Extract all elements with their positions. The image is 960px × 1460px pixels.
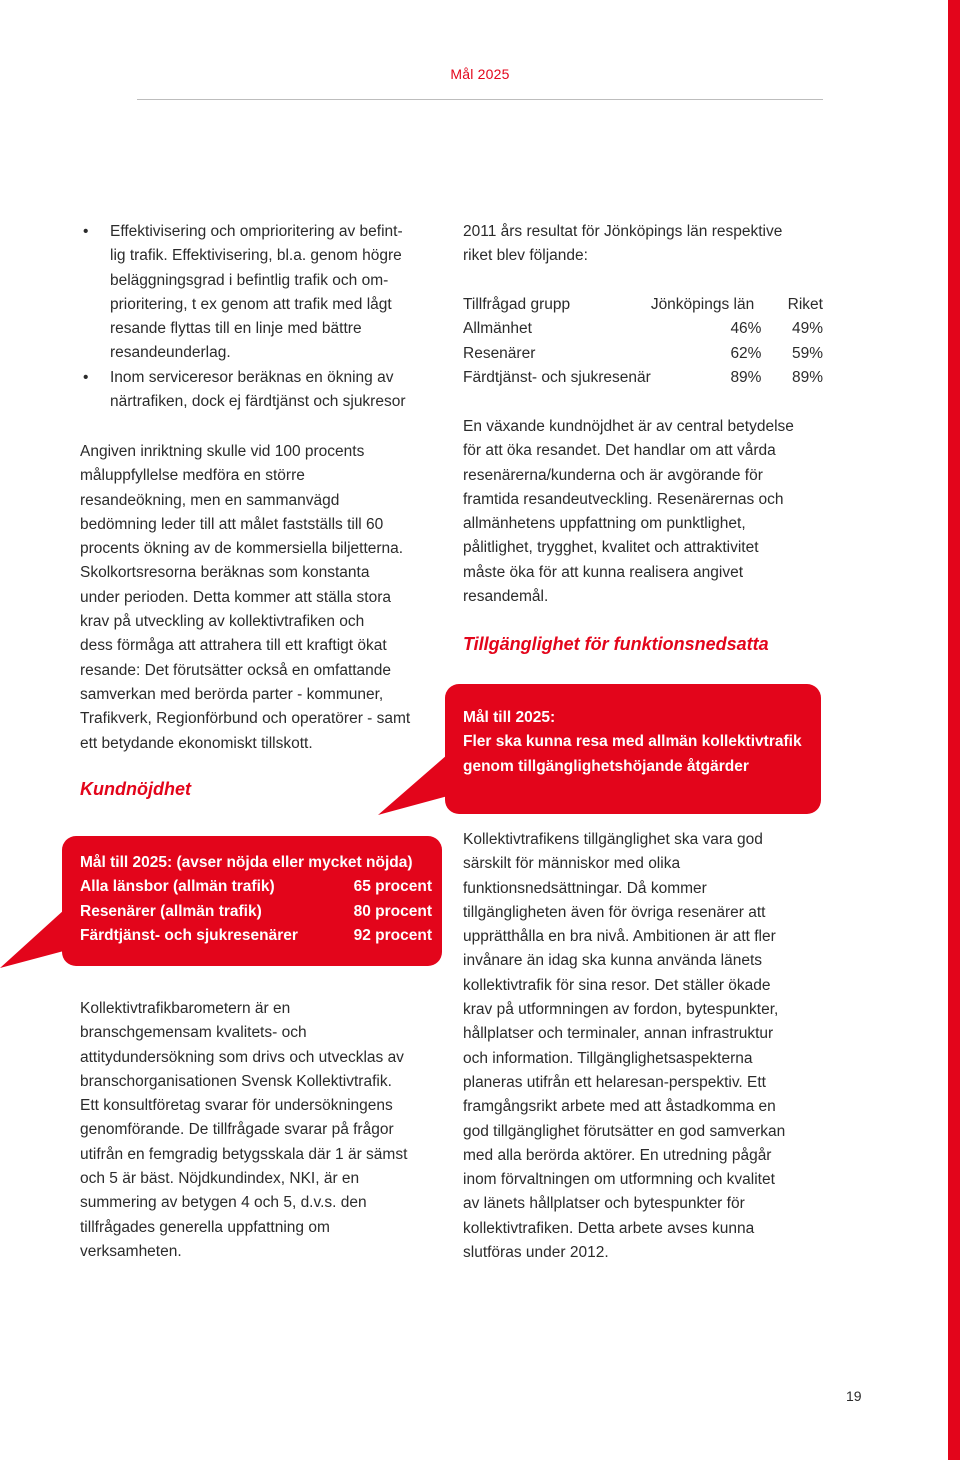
goal-row-label: Alla länsbor (allmän trafik) bbox=[80, 878, 275, 896]
table-cell: Resenärer bbox=[463, 344, 536, 362]
text-line: slutföras under 2012. bbox=[463, 1244, 609, 1262]
goal-row-value: 65 procent bbox=[353, 878, 432, 896]
text-line: genomförande. De tillfrågade svarar på frågor bbox=[80, 1121, 394, 1139]
page-number: 19 bbox=[846, 1388, 862, 1404]
results-intro bbox=[463, 220, 823, 269]
text-line: Skolkortsresorna beräknas som konstanta bbox=[80, 564, 370, 582]
barometer-paragraph bbox=[80, 997, 445, 1264]
table-row bbox=[463, 342, 823, 366]
table-cell: 89% bbox=[791, 368, 823, 386]
table-row bbox=[463, 317, 823, 341]
table-row bbox=[463, 366, 823, 390]
goal-row bbox=[80, 924, 432, 948]
text-line: Trafikverk, Regionförbund och operatörer - samt bbox=[80, 710, 411, 728]
goal-row bbox=[80, 875, 432, 899]
text-line: framgångsrikt arbete med att åstadkomma en bbox=[463, 1098, 776, 1116]
text-line: prioritering, t ex genom att trafik med lågt bbox=[110, 295, 392, 313]
goal-row-label: Färdtjänst- och sjukresenärer bbox=[80, 926, 298, 944]
text-line: Inom serviceresor beräknas en ökning av bbox=[110, 368, 394, 386]
text-line: planeras utifrån ett helaresan-perspektiv. Ett bbox=[463, 1073, 766, 1091]
table-cell: 59% bbox=[791, 344, 823, 362]
running-header: Mål 2025 bbox=[450, 66, 510, 82]
table-cell: 49% bbox=[791, 320, 823, 338]
text-line: Effektivisering och omprioritering av befint- bbox=[110, 223, 403, 240]
text-line: verksamheten. bbox=[80, 1242, 182, 1260]
goal-row-value: 92 procent bbox=[353, 926, 432, 944]
text-line: bedömning leder till att målet fastställs till 60 bbox=[80, 515, 384, 533]
text-line: 2011 års resultat för Jönköpings län respektive bbox=[463, 223, 783, 240]
text-line: med alla berörda aktörer. En utredning pågår bbox=[463, 1146, 772, 1164]
text-line: allmänhetens uppfattning om punktlighet, bbox=[463, 515, 746, 533]
text-line: god tillgänglighet förutsätter en god samverkan bbox=[463, 1122, 786, 1140]
text-line: framtida resandeutveckling. Resenärernas och bbox=[463, 490, 784, 508]
table-header-row bbox=[463, 293, 823, 317]
text-line: resande flyttas till en linje med bättre bbox=[110, 320, 362, 338]
text-line: funktionsnedsättningar. Då kommer bbox=[463, 879, 707, 897]
bullet-list bbox=[80, 220, 445, 414]
goal-row-label: Resenärer (allmän trafik) bbox=[80, 902, 262, 920]
text-line: branschgemensam kvalitets- och bbox=[80, 1024, 307, 1042]
text-line: resandeökning, men en sammanvägd bbox=[80, 491, 340, 509]
text-line: närtrafiken, dock ej färdtjänst och sjukresor bbox=[110, 393, 406, 411]
text-line: samverkan med berörda parter - kommuner, bbox=[80, 685, 384, 703]
bullet-dot: • bbox=[83, 368, 89, 386]
results-table-wrap bbox=[463, 293, 823, 390]
goal-row-value: 80 procent bbox=[353, 902, 432, 920]
satisfaction-paragraph bbox=[463, 415, 823, 609]
text-line: särskilt för människor med olika bbox=[463, 855, 681, 873]
text-line: för att öka resandet. Det handlar om att vårda bbox=[463, 442, 776, 460]
accessibility-paragraph bbox=[463, 828, 823, 1265]
bullet-dot: • bbox=[83, 223, 89, 240]
text-line: krav på utveckling av kollektivtrafiken och bbox=[80, 613, 365, 631]
text-line: resande: Det förutsätter också en omfattande bbox=[80, 661, 392, 679]
text-line: attitydundersökning som drivs och utvecklas av bbox=[80, 1048, 404, 1066]
text-line: och information. Tillgänglighetsaspekterna bbox=[463, 1049, 753, 1067]
text-line: måste öka för att kunna realisera angivet bbox=[463, 563, 744, 581]
goal-box-title: Mål till 2025: bbox=[463, 709, 556, 726]
bullet-item bbox=[80, 366, 445, 415]
table-header-cell: Jönköpings län bbox=[650, 296, 755, 313]
table-header-cell: Tillfrågad grupp bbox=[463, 296, 571, 313]
text-line: upprätthålla en bra nivå. Ambitionen är att fler bbox=[463, 928, 776, 946]
text-line: hållplatser och terminaler, annan infrastruktur bbox=[463, 1025, 774, 1043]
text-line: under perioden. Detta kommer att ställa stora bbox=[80, 588, 392, 606]
text-line: Kollektivtrafikens tillgänglighet ska vara god bbox=[463, 831, 763, 848]
text-line: inom förvaltningen om utformning och kvalitet bbox=[463, 1171, 775, 1189]
text-line: lig trafik. Effektivisering, bl.a. genom högre bbox=[110, 247, 402, 265]
results-table bbox=[463, 293, 823, 390]
table-cell: Färdtjänst- och sjukresenär bbox=[463, 368, 651, 386]
text-line: invånare än idag ska kunna använda länets bbox=[463, 952, 763, 970]
table-cell: 62% bbox=[730, 344, 762, 362]
table-header-cell: Riket bbox=[787, 296, 823, 313]
text-line: kollektivtrafiken. Detta arbete avses kunna bbox=[463, 1219, 755, 1237]
section-heading-kundnojdhet: Kundnöjdhet bbox=[80, 779, 191, 799]
text-line: av länets hållplatser och bytespunkter för bbox=[463, 1195, 745, 1213]
goal-box-line: Fler ska kunna resa med allmän kollektivtrafik bbox=[463, 733, 802, 751]
text-line: procents ökning av de kommersiella biljetterna. bbox=[80, 540, 404, 558]
text-line: En växande kundnöjdhet är av central betydelse bbox=[463, 418, 794, 435]
text-line: och 5 är bäst. Nöjdkundindex, NKI, är en bbox=[80, 1170, 360, 1188]
text-line: resandemål. bbox=[463, 588, 549, 606]
table-cell: 89% bbox=[730, 368, 762, 386]
text-line: branschorganisationen Svensk Kollektivtrafik. bbox=[80, 1072, 392, 1090]
text-line: utifrån en femgradig betygsskala där 1 är sämst bbox=[80, 1145, 408, 1163]
bullet-item bbox=[80, 220, 445, 366]
table-cell: 46% bbox=[730, 320, 762, 338]
text-line: dess förmåga att attrahera till ett kraftigt ökat bbox=[80, 637, 387, 655]
text-line: krav på utformningen av fordon, bytespunkter, bbox=[463, 1001, 779, 1019]
section-heading-tillganglighet: Tillgänglighet för funktionsnedsatta bbox=[463, 634, 769, 654]
text-line: ett betydande ekonomiskt tillskott. bbox=[80, 734, 313, 752]
text-line: kollektivtrafik för sina resor. Det ställer ökade bbox=[463, 976, 771, 994]
text-line: resandeunderlag. bbox=[110, 344, 231, 362]
text-line: tillfrågades generella uppfattning om bbox=[80, 1218, 330, 1236]
text-line: resenärerna/kunderna och är avgörande för bbox=[463, 466, 763, 484]
text-line: riket blev följande: bbox=[463, 247, 588, 265]
goal-box-tillganglighet bbox=[445, 684, 821, 814]
text-line: Ett konsultföretag svarar för undersökningens bbox=[80, 1097, 393, 1115]
goal-row bbox=[80, 900, 432, 924]
goal-box-line: genom tillgänglighetshöjande åtgärder bbox=[463, 757, 749, 775]
text-line: måluppfyllelse medföra en större bbox=[80, 467, 305, 485]
goal-box-kundnojdhet bbox=[62, 836, 442, 966]
text-line: tillgängligheten även för övriga resenärer att bbox=[463, 903, 766, 921]
text-line: Kollektivtrafikbarometern är en bbox=[80, 1000, 291, 1017]
text-line: pålitlighet, trygghet, kvalitet och attraktivitet bbox=[463, 539, 759, 557]
text-line: Angiven inriktning skulle vid 100 procents bbox=[80, 443, 365, 460]
table-cell: Allmänhet bbox=[463, 320, 532, 338]
inriktning-paragraph bbox=[80, 440, 445, 756]
goal-box-title: Mål till 2025: (avser nöjda eller mycket nöjda) bbox=[80, 854, 413, 871]
text-line: beläggningsgrad i befintlig trafik och om- bbox=[110, 271, 389, 289]
text-line: summering av betygen 4 och 5, d.v.s. den bbox=[80, 1194, 367, 1212]
